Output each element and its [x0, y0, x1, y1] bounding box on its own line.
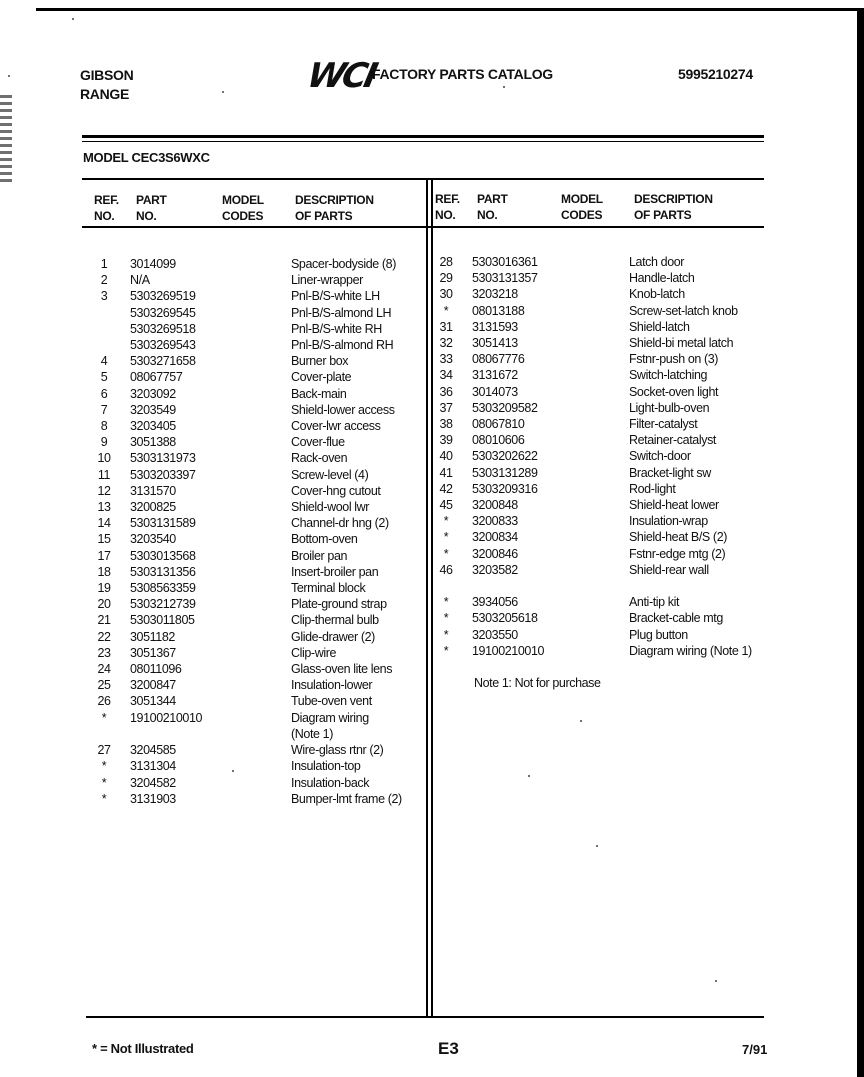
table-row	[432, 400, 752, 416]
part-no: 3200848	[472, 498, 518, 513]
scan-speck	[715, 980, 717, 982]
part-no: 3051344	[130, 694, 176, 709]
ref-no: 2	[100, 273, 108, 288]
ref-no: 14	[97, 516, 111, 531]
description: Diagram wiring (Note 1)	[629, 643, 752, 658]
description: Insulation-lower	[291, 678, 373, 693]
left-header-ref: REF. NO.	[94, 193, 119, 223]
part-no: 3131593	[472, 319, 518, 334]
table-row	[432, 416, 752, 432]
table-row	[432, 351, 752, 367]
table-row	[432, 529, 752, 545]
brand-line-2: RANGE	[80, 86, 130, 102]
page-frame-right	[857, 8, 864, 1077]
table-row	[90, 596, 402, 612]
description: Insulation-top	[291, 759, 361, 774]
description: Knob-latch	[629, 287, 685, 302]
ref-no: 15	[97, 532, 111, 547]
part-no: 3203549	[130, 402, 176, 417]
part-no: 5303131589	[130, 516, 196, 531]
part-no: N/A	[130, 273, 150, 288]
part-no: 5303269519	[130, 289, 196, 304]
table-row	[90, 677, 402, 693]
ref-no: 25	[97, 678, 111, 693]
description: Shield-latch	[629, 319, 690, 334]
part-no: 3014099	[130, 257, 176, 271]
table-row	[90, 693, 402, 709]
description: Bracket-cable mtg	[629, 611, 723, 626]
ref-no: 28	[439, 255, 453, 269]
ref-no: *	[443, 643, 449, 658]
part-no: 3203218	[472, 287, 518, 302]
right-header-desc: DESCRIPTION OF PARTS	[634, 192, 713, 222]
table-row	[90, 499, 402, 515]
part-no: 5303011805	[130, 613, 195, 628]
part-no: 3051182	[130, 629, 175, 644]
part-no: 5303016361	[472, 255, 538, 269]
left-header-part: PART NO.	[136, 193, 167, 223]
table-row	[432, 465, 752, 481]
scan-speck	[503, 86, 505, 88]
ref-no: 34	[439, 368, 453, 383]
ref-no: 31	[439, 319, 453, 334]
table-row	[432, 497, 752, 513]
ref-no: 6	[100, 386, 108, 401]
description: Cover-hng cutout	[291, 483, 381, 498]
scan-edge-marks	[0, 95, 12, 185]
description: (Note 1)	[291, 726, 333, 741]
table-row	[90, 791, 402, 807]
table-row	[432, 303, 752, 319]
table-row	[90, 305, 402, 321]
part-no: 3204582	[130, 775, 176, 790]
table-row	[90, 710, 402, 726]
ref-no: 36	[439, 384, 453, 399]
table-rule-top	[82, 178, 764, 180]
table-row	[432, 578, 752, 594]
table-row	[90, 661, 402, 677]
ref-no: *	[443, 303, 449, 318]
ref-no: 19	[97, 581, 111, 596]
description: Bracket-light sw	[629, 465, 711, 480]
ref-no	[90, 726, 130, 742]
description: Anti-tip kit	[629, 595, 680, 610]
table-row	[432, 513, 752, 529]
ref-no: 1	[100, 257, 108, 271]
description: Screw-level (4)	[291, 467, 369, 482]
catalog-title: FACTORY PARTS CATALOG	[372, 66, 553, 82]
table-row	[90, 450, 402, 466]
description: Pnl-B/S-white LH	[291, 289, 380, 304]
part-no: 08011096	[130, 662, 182, 677]
ref-no: 12	[97, 483, 111, 498]
part-no	[472, 578, 629, 594]
description: Bottom-oven	[291, 532, 358, 547]
description: Shield-wool lwr	[291, 500, 370, 515]
description: Light-bulb-oven	[629, 400, 710, 415]
scan-speck	[528, 775, 530, 777]
table-row	[90, 369, 402, 385]
ref-no: 32	[439, 336, 453, 351]
table-row	[432, 254, 752, 270]
description: Switch-latching	[629, 368, 708, 383]
part-no: 3131672	[472, 368, 518, 383]
ref-no: 24	[97, 662, 111, 677]
part-no: 3200847	[130, 678, 176, 693]
part-no: 5303205618	[472, 611, 538, 626]
part-no: 5308563359	[130, 581, 196, 596]
table-row	[90, 531, 402, 547]
part-no: 19100210010	[472, 643, 545, 658]
ref-no: 11	[97, 467, 111, 482]
ref-no: 9	[100, 435, 108, 450]
description: Glass-oven lite lens	[291, 662, 393, 677]
table-row	[90, 775, 402, 791]
ref-no: 17	[97, 548, 111, 563]
description: Plate-ground strap	[291, 597, 387, 612]
part-no: 3131903	[130, 791, 176, 806]
ref-no: 21	[97, 613, 111, 628]
ref-no: 45	[439, 498, 453, 513]
table-row	[90, 548, 402, 564]
part-no: 08013188	[472, 303, 525, 318]
description: Burner box	[291, 354, 349, 369]
right-header-model: MODEL CODES	[561, 192, 603, 222]
table-row	[90, 434, 402, 450]
description: Tube-oven vent	[291, 694, 372, 709]
table-row	[90, 515, 402, 531]
part-no: 3203550	[472, 627, 518, 642]
ref-no: 46	[439, 562, 453, 577]
description: Clip-thermal bulb	[291, 613, 379, 628]
wci-logo: WCI	[303, 56, 379, 96]
ref-no: 4	[100, 354, 108, 369]
description: Cover-lwr access	[291, 419, 381, 434]
description: Shield-rear wall	[629, 562, 709, 577]
ref-no: *	[443, 627, 449, 642]
ref-no: *	[101, 791, 107, 806]
table-row	[90, 742, 402, 758]
description: Clip-wire	[291, 645, 337, 660]
description: Bumper-lmt frame (2)	[291, 791, 402, 806]
description: Back-main	[291, 386, 347, 401]
table-row	[90, 353, 402, 369]
ref-no: 5	[100, 370, 108, 385]
scan-speck	[72, 18, 74, 20]
part-no: 3934056	[472, 595, 518, 610]
table-row	[432, 384, 752, 400]
table-row	[432, 643, 752, 659]
part-no: 3051367	[130, 645, 176, 660]
table-row	[90, 564, 402, 580]
part-no: 5303271658	[130, 354, 196, 369]
table-row	[432, 448, 752, 464]
table-row	[90, 418, 402, 434]
table-row	[90, 386, 402, 402]
table-row	[432, 610, 752, 626]
note-1: Note 1: Not for purchase	[474, 676, 601, 690]
table-row	[90, 726, 402, 742]
ref-no: *	[101, 775, 107, 790]
ref-no: *	[443, 514, 449, 529]
description: Cover-flue	[291, 435, 345, 450]
table-row	[90, 612, 402, 628]
not-illustrated-legend: * = Not Illustrated	[92, 1041, 194, 1056]
part-no: 5303131973	[130, 451, 196, 466]
description: Pnl-B/S-almond LH	[291, 305, 392, 320]
ref-no	[90, 337, 130, 353]
page-frame-top	[36, 8, 864, 11]
description: Retainer-catalyst	[629, 433, 716, 448]
part-no: 3200834	[472, 530, 518, 545]
part-no: 08067757	[130, 370, 183, 385]
description	[629, 578, 752, 594]
part-no: 3200833	[472, 514, 518, 529]
table-row	[90, 402, 402, 418]
description: Insulation-wrap	[629, 514, 708, 529]
table-row	[90, 758, 402, 774]
table-rule-header	[82, 226, 764, 228]
description: Insulation-back	[291, 775, 370, 790]
table-row	[432, 286, 752, 302]
ref-no: 30	[439, 287, 453, 302]
part-no: 08010606	[472, 433, 525, 448]
part-no: 5303131356	[130, 564, 196, 579]
table-rule-bottom	[86, 1016, 764, 1018]
table-row	[432, 594, 752, 610]
scan-speck	[596, 845, 598, 847]
ref-no: 10	[97, 451, 111, 466]
model-number: MODEL CEC3S6WXC	[83, 150, 210, 165]
table-row	[432, 627, 752, 643]
header-rule-thin	[82, 141, 764, 142]
table-row	[432, 319, 752, 335]
description: Pnl-B/S-almond RH	[291, 338, 394, 353]
table-row	[90, 467, 402, 483]
part-no: 3203582	[472, 562, 518, 577]
ref-no: *	[443, 611, 449, 626]
ref-no	[90, 305, 130, 321]
part-no: 3051413	[472, 336, 518, 351]
description: Screw-set-latch knob	[629, 303, 738, 318]
part-no: 3014073	[472, 384, 518, 399]
left-header-desc: DESCRIPTION OF PARTS	[295, 193, 374, 223]
description: Latch door	[629, 255, 685, 269]
part-no: 08067810	[472, 417, 525, 432]
left-header-model: MODEL CODES	[222, 193, 264, 223]
table-row	[432, 432, 752, 448]
part-no: 5303131289	[472, 465, 538, 480]
part-no: 5303209582	[472, 400, 538, 415]
ref-no: 13	[97, 500, 111, 515]
table-row	[432, 270, 752, 286]
description: Broiler pan	[291, 548, 348, 563]
part-no: 5303013568	[130, 548, 196, 563]
description: Wire-glass rtnr (2)	[291, 743, 384, 758]
part-no: 3051388	[130, 435, 176, 450]
ref-no: 39	[439, 433, 453, 448]
description: Rack-oven	[291, 451, 348, 466]
description: Plug button	[629, 627, 688, 642]
part-no: 5303203397	[130, 467, 196, 482]
part-no: 5303269545	[130, 305, 196, 320]
description: Handle-latch	[629, 271, 695, 286]
description: Insert-broiler pan	[291, 564, 379, 579]
description: Cover-plate	[291, 370, 352, 385]
part-no: 3203092	[130, 386, 176, 401]
ref-no: 3	[100, 289, 108, 304]
ref-no: 22	[97, 629, 111, 644]
table-row	[432, 481, 752, 497]
part-no: 3131304	[130, 759, 176, 774]
part-no: 5303269518	[130, 321, 196, 336]
table-row	[90, 483, 402, 499]
ref-no: *	[443, 546, 449, 561]
table-row	[90, 580, 402, 596]
table-row	[432, 367, 752, 383]
description: Shield-heat lower	[629, 498, 719, 513]
part-no: 3203540	[130, 532, 176, 547]
description: Liner-wrapper	[291, 273, 363, 288]
table-row	[90, 272, 402, 288]
ref-no: 40	[439, 449, 453, 464]
part-no: 3200846	[472, 546, 518, 561]
table-row	[90, 288, 402, 304]
scan-speck	[232, 770, 234, 772]
left-parts-table	[90, 256, 402, 807]
ref-no: *	[443, 595, 449, 610]
brand-line-1: GIBSON	[80, 67, 134, 83]
description: Channel-dr hng (2)	[291, 516, 389, 531]
part-no: 19100210010	[130, 710, 203, 725]
ref-no: 18	[97, 564, 111, 579]
right-parts-table	[432, 254, 752, 659]
ref-no: 20	[97, 597, 111, 612]
part-no: 5303269543	[130, 338, 196, 353]
description: Shield-heat B/S (2)	[629, 530, 728, 545]
ref-no: 23	[97, 645, 111, 660]
brand-block	[80, 66, 133, 104]
part-no: 3204585	[130, 743, 176, 758]
table-row	[90, 321, 402, 337]
description: Shield-bi metal latch	[629, 336, 734, 351]
ref-no: 38	[439, 417, 453, 432]
part-no: 5303212739	[130, 597, 196, 612]
ref-no: 33	[439, 352, 453, 367]
scan-speck	[8, 75, 10, 77]
table-row	[90, 256, 402, 272]
part-no	[130, 726, 291, 742]
ref-no: *	[101, 710, 107, 725]
ref-no	[90, 321, 130, 337]
description: Glide-drawer (2)	[291, 629, 375, 644]
part-no: 5303209316	[472, 481, 538, 496]
description: Pnl-B/S-white RH	[291, 321, 382, 336]
ref-no	[432, 578, 472, 594]
ref-no: 27	[97, 743, 111, 758]
description: Rod-light	[629, 481, 676, 496]
description: Shield-lower access	[291, 402, 395, 417]
description: Socket-oven light	[629, 384, 719, 399]
table-row	[90, 645, 402, 661]
ref-no: *	[101, 759, 107, 774]
revision-date: 7/91	[742, 1042, 768, 1057]
description: Fstnr-push on (3)	[629, 352, 719, 367]
part-no: 3131570	[130, 483, 176, 498]
part-no: 5303202622	[472, 449, 538, 464]
page-number: E3	[438, 1039, 459, 1058]
ref-no: *	[443, 530, 449, 545]
ref-no: 26	[97, 694, 111, 709]
part-no: 3203405	[130, 419, 176, 434]
table-row	[432, 562, 752, 578]
description: Spacer-bodyside (8)	[291, 257, 396, 271]
ref-no: 7	[100, 402, 108, 417]
ref-no: 42	[439, 481, 453, 496]
catalog-number: 5995210274	[678, 66, 753, 82]
ref-no: 29	[439, 271, 453, 286]
ref-no: 41	[439, 465, 453, 480]
description: Fstnr-edge mtg (2)	[629, 546, 726, 561]
table-row	[90, 629, 402, 645]
table-row	[432, 546, 752, 562]
description: Diagram wiring	[291, 710, 369, 725]
scan-speck	[580, 720, 582, 722]
ref-no: 8	[100, 419, 108, 434]
description: Terminal block	[291, 581, 366, 596]
part-no: 08067776	[472, 352, 525, 367]
ref-no: 37	[439, 400, 453, 415]
header-rule-top	[82, 135, 764, 138]
scan-speck	[222, 91, 224, 93]
table-row	[432, 335, 752, 351]
column-divider-outer	[426, 179, 428, 1017]
right-header-part: PART NO.	[477, 192, 508, 222]
description: Filter-catalyst	[629, 417, 698, 432]
part-no: 5303131357	[472, 271, 538, 286]
part-no: 3200825	[130, 500, 176, 515]
right-header-ref: REF. NO.	[435, 192, 460, 222]
description: Switch-door	[629, 449, 691, 464]
table-row	[90, 337, 402, 353]
